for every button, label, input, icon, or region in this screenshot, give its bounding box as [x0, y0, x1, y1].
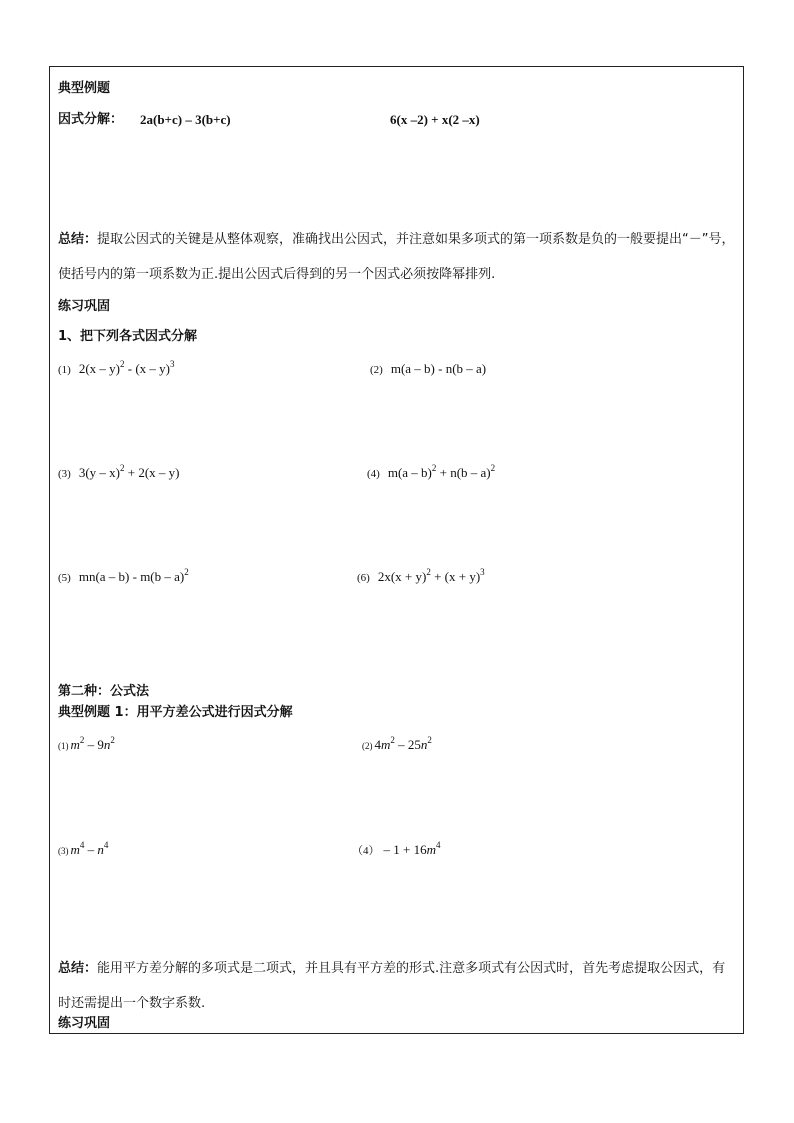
exponent: 2 — [427, 735, 432, 745]
variable: m — [70, 737, 80, 752]
expr-part: mn(a – b) - m(b – a) — [78, 569, 185, 584]
worksheet-frame — [49, 66, 744, 1034]
summary-label: 总结： — [58, 232, 98, 247]
practice-heading: 练习巩固 — [58, 299, 111, 314]
practice-task: 1、把下列各式因式分解 — [58, 329, 198, 344]
expr-part: + n(b – a) — [436, 465, 491, 480]
expr-part: – 25 — [394, 737, 421, 752]
expr-part: - (x – y) — [124, 361, 170, 376]
summary-paragraph-2 — [58, 951, 738, 1021]
expr-part: m(a – b) — [387, 465, 432, 480]
item-number: (2) — [370, 364, 383, 376]
exercise-item — [352, 842, 440, 859]
exponent: 2 — [431, 463, 437, 473]
item-number: (3) — [58, 468, 71, 480]
exponent: 2 — [390, 735, 395, 745]
example-title: 典型例题 1：用平方差公式进行因式分解 — [58, 705, 293, 720]
exercise-item — [58, 465, 180, 482]
exercise-item — [58, 569, 189, 586]
item-number: (5) — [58, 572, 71, 584]
exponent: 2 — [120, 359, 125, 369]
variable: m — [426, 842, 436, 857]
exponent: 2 — [184, 567, 189, 577]
item-number: (2) — [362, 741, 373, 751]
exercise-item — [58, 842, 108, 859]
exponent: 2 — [120, 463, 125, 473]
expr-part: 2(x – y) — [78, 361, 120, 376]
expr-part: 4 — [374, 737, 381, 752]
section-heading-examples: 典型例题 — [58, 81, 111, 96]
variable: n — [420, 737, 428, 752]
exercise-item — [58, 361, 175, 378]
summary-text: 提取公因式的关键是从整体观察，准确找出公因式，并注意如果多项式的第一项系数是负的一般要提出“－”号，使括号内的第一项系数为正.提出公因式后得到的另一个因式必须按降幂排列. — [58, 232, 735, 282]
item-number: (6) — [357, 572, 370, 584]
expr-part: 3(y – x) — [78, 465, 120, 480]
exercise-item — [58, 737, 115, 754]
expr-part: + (x + y) — [430, 569, 481, 584]
item-number: (3) — [58, 846, 69, 856]
factor-label: 因式分解： — [58, 112, 124, 127]
exponent: 3 — [480, 567, 485, 577]
exponent: 2 — [79, 735, 85, 745]
variable: m — [381, 737, 391, 752]
variable: n — [103, 737, 111, 752]
item-number: (4) — [367, 468, 380, 480]
expr-part: – 9 — [84, 737, 104, 752]
expr-part: + 2(x – y) — [124, 465, 180, 480]
exponent: 2 — [490, 463, 496, 473]
exercise-item — [370, 361, 486, 378]
summary-paragraph-1 — [58, 222, 738, 292]
example-expression-b: 6(x –2) + x(2 –x) — [390, 112, 480, 127]
exponent: 2 — [426, 567, 431, 577]
exercise-item — [367, 465, 495, 482]
example-expression-a: 2a(b+c) – 3(b+c) — [140, 112, 231, 127]
practice-heading-2: 练习巩固 — [58, 1016, 111, 1031]
exponent: 4 — [435, 840, 441, 850]
summary-text: 能用平方差分解的多项式是二项式，并且具有平方差的形式.注意多项式有公因式时，首先考虑提取公因式，有时还需提出一个数字系数. — [58, 961, 726, 1011]
expr-part: – 1 + 16 — [383, 842, 427, 857]
variable: n — [97, 842, 104, 857]
item-number: (1) — [58, 741, 69, 751]
expr-part: m(a – b) - n(b – a) — [390, 361, 487, 376]
summary-label: 总结： — [58, 961, 98, 976]
exercise-item — [362, 737, 432, 754]
section-heading-formula: 第二种：公式法 — [58, 684, 150, 699]
item-number: （4） — [352, 845, 380, 857]
variable: m — [70, 842, 80, 857]
exponent: 4 — [79, 840, 85, 850]
expr-part: – — [84, 842, 98, 857]
exponent: 4 — [103, 840, 109, 850]
expr-part: 2x(x + y) — [377, 569, 427, 584]
item-number: (1) — [58, 364, 71, 376]
exercise-item — [357, 569, 485, 586]
exponent: 2 — [110, 735, 115, 745]
exponent: 3 — [170, 359, 175, 369]
